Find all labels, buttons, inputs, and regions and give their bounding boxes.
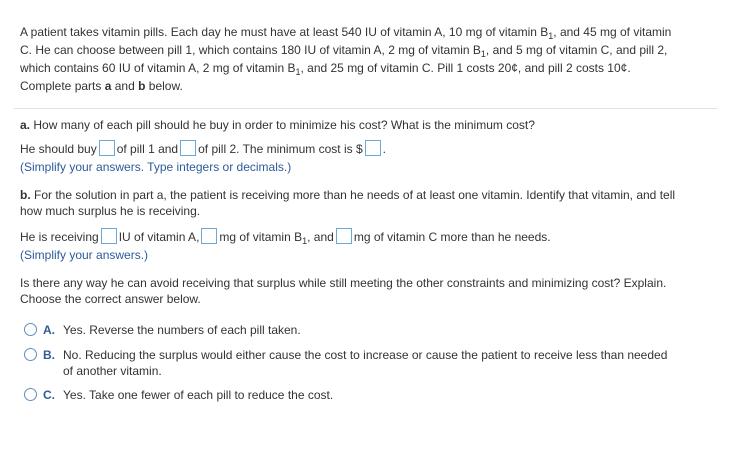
pill1-input[interactable] <box>99 140 115 156</box>
part-a-answer-line: He should buy of pill 1 and of pill 2. The minimum cost is $ . <box>20 142 386 156</box>
min-cost-input[interactable] <box>365 140 381 156</box>
part-b-answer-line: He is receiving IU of vitamin A, mg of vitamin $B_1$, and mg of vitamin C more than he needs. <box>20 230 551 246</box>
part-b-answer <box>20 228 720 264</box>
part-b-question-line-1: b. For the solution in part a, the patient is receiving more than he needs of at least one vitamin. Identify that vitamin, and tell <box>20 188 676 202</box>
surplus-question <box>20 275 720 307</box>
radio-option-a[interactable] <box>24 323 37 336</box>
surplus-question-line-2: Choose the correct answer below. <box>20 292 201 306</box>
problem-statement <box>20 23 720 95</box>
pill2-input[interactable] <box>180 140 196 156</box>
radio-option-b[interactable] <box>24 348 37 361</box>
option-c-text: Yes. Take one fewer of each pill to reduce the cost. <box>63 388 334 402</box>
part-b <box>20 187 720 219</box>
intro-line-4: Complete parts a and b below. <box>20 79 183 93</box>
option-b-text: No. Reducing the surplus would either cause the cost to increase or cause the patient to receive less than needed of another vitamin. <box>63 348 668 378</box>
intro-line-1: A patient takes vitamin pills. Each day he must have at least 540 IU of vitamin A, 10 mg of vitamin $B_1$, and 45 mg of vitamin <box>20 25 672 41</box>
divider <box>14 108 718 109</box>
option-a-text: Yes. Reverse the numbers of each pill taken. <box>63 323 301 337</box>
part-b-hint: (Simplify your answers.) <box>20 248 149 262</box>
part-a-hint: (Simplify your answers. Type integers or decimals.) <box>20 160 292 174</box>
vitamin-c-surplus-input[interactable] <box>336 228 352 244</box>
option-b-letter: B. <box>43 348 55 362</box>
vitamin-a-surplus-input[interactable] <box>101 228 117 244</box>
part-a <box>20 116 720 176</box>
radio-option-c[interactable] <box>24 388 37 401</box>
part-b-question-line-2: how much surplus he is receiving. <box>20 204 201 218</box>
option-c-letter: C. <box>43 388 55 402</box>
intro-line-2: C. He can choose between pill 1, which contains 180 IU of vitamin A, 2 mg of vitamin $B_1$, and 5 mg of vitamin C, and pill 2, <box>20 43 668 59</box>
option-a-letter: A. <box>43 323 55 337</box>
vitamin-b1-surplus-input[interactable] <box>201 228 217 244</box>
intro-line-3: which contains 60 IU of vitamin A, 2 mg of vitamin $B_1$, and 25 mg of vitamin C. Pill 1 costs 20¢, and pill 2 costs 10¢. <box>20 61 631 77</box>
surplus-question-line-1: Is there any way he can avoid receiving that surplus while still meeting the other constraints and minimizing cost? Explain. <box>20 276 667 290</box>
part-a-question: a. How many of each pill should he buy in order to minimize his cost? What is the minimum cost? <box>20 118 535 132</box>
